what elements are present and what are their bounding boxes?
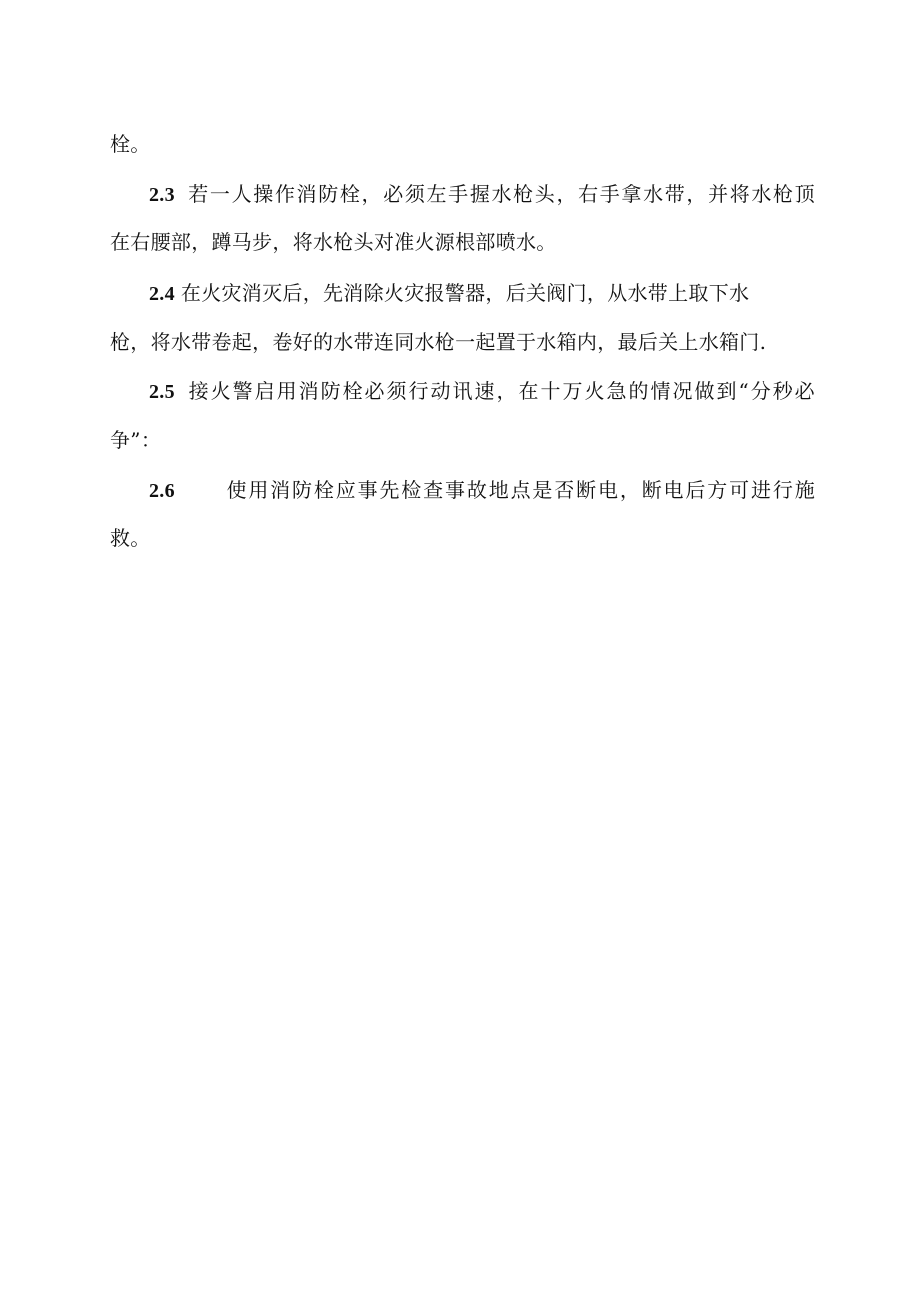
paragraph-text-line: 栓。 [110, 132, 151, 156]
paragraph-2-3-line-1 [149, 180, 815, 209]
paragraph-2-5-line-1 [149, 377, 815, 406]
paragraph-2-4-line-2 [110, 328, 815, 356]
clause-number: 2.4 [149, 283, 175, 305]
clause-number: 2.5 [149, 381, 175, 403]
paragraph-text-line: 使用消防栓应事先检查事故地点是否断电，断电后方可进行施 [224, 478, 815, 502]
paragraph-text-line: 争”： [110, 428, 162, 452]
paragraph-continuation [110, 130, 815, 158]
paragraph-text-line: 救。 [110, 526, 151, 550]
clause-number: 2.6 [149, 480, 175, 502]
paragraph-text-line: 在右腰部，蹲马步，将水枪头对准火源根部喷水。 [110, 230, 557, 254]
paragraph-text-line: 接火警启用消防栓必须行动讯速，在十万火急的情况做到“分秒必 [186, 379, 815, 403]
paragraph-2-6-line-1 [149, 476, 815, 505]
paragraph-2-6-line-2 [110, 524, 815, 552]
clause-number: 2.3 [149, 184, 175, 206]
paragraph-2-5-line-2 [110, 426, 815, 454]
paragraph-text-line: 在火灾消灭后，先消除火灾报警器，后关阀门，从水带上取下水 [180, 281, 750, 305]
paragraph-text-line: 枪，将水带卷起，卷好的水带连同水枪一起置于水箱内，最后关上水箱门. [110, 330, 767, 354]
paragraph-text-line: 若一人操作消防栓，必须左手握水枪头，右手拿水带，并将水枪顶 [186, 182, 815, 206]
paragraph-2-4-line-1 [149, 279, 815, 308]
paragraph-2-3-line-2 [110, 228, 815, 256]
